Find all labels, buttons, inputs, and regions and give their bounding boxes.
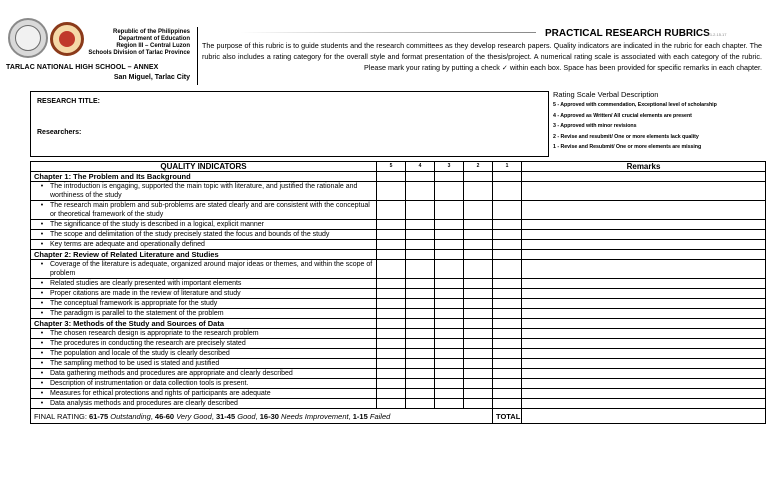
- score-checkbox-cell[interactable]: [406, 389, 435, 399]
- indicator-text: Coverage of the literature is adequate, organized around major ideas or themes, and within the scope of problem: [50, 261, 373, 277]
- indicator-text: The population and locale of the study is clearly described: [50, 350, 230, 357]
- final-desc: Failed: [369, 411, 391, 421]
- bullet-icon: •: [40, 280, 44, 287]
- score-cell: [435, 250, 464, 260]
- indicator-cell: [31, 389, 377, 399]
- remarks-cell[interactable]: [522, 289, 766, 299]
- table-header-row: [31, 162, 766, 172]
- score-checkbox-cell[interactable]: [493, 201, 522, 220]
- score-checkbox-cell[interactable]: [493, 182, 522, 201]
- score-cell: [377, 172, 406, 182]
- indicator-cell: [31, 339, 377, 349]
- score-checkbox-cell[interactable]: [406, 279, 435, 289]
- remarks-cell[interactable]: [522, 339, 766, 349]
- final-rating-label: FINAL RATING:: [34, 411, 87, 421]
- indicator-text: The scope and delimitation of the study precisely stated the focus and bounds of the study: [50, 231, 330, 238]
- score-cell: [406, 250, 435, 260]
- score-cell: [377, 319, 406, 329]
- remarks-cell[interactable]: [522, 399, 766, 409]
- score-checkbox-cell[interactable]: [377, 201, 406, 220]
- indicator-row: [31, 230, 766, 240]
- final-desc: Outstanding: [110, 411, 151, 421]
- remarks-cell[interactable]: [522, 309, 766, 319]
- bullet-icon: •: [40, 183, 44, 190]
- score-checkbox-cell[interactable]: [377, 182, 406, 201]
- rating-scale-item: 3 - Approved with minor revisions: [553, 123, 637, 129]
- remarks-cell[interactable]: [522, 299, 766, 309]
- indicator-row: [31, 182, 766, 201]
- agency-block: [88, 29, 190, 57]
- indicator-text: The procedures in conducting the research are precisely stated: [50, 340, 246, 347]
- score-checkbox-cell[interactable]: [435, 230, 464, 240]
- agency-line: Schools Division of Tarlac Province: [88, 50, 190, 56]
- remarks-header: Remarks: [522, 162, 766, 172]
- score-checkbox-cell[interactable]: [464, 399, 493, 409]
- score-checkbox-cell[interactable]: [493, 279, 522, 289]
- score-cell: [377, 250, 406, 260]
- indicator-text: Description of instrumentation or data collection tools is present.: [50, 380, 249, 387]
- score-checkbox-cell[interactable]: [406, 240, 435, 250]
- score-checkbox-cell[interactable]: [406, 230, 435, 240]
- score-checkbox-cell[interactable]: [406, 399, 435, 409]
- indicator-text: Data analysis methods and procedures are clearly described: [50, 400, 238, 407]
- indicator-row: [31, 220, 766, 230]
- score-checkbox-cell[interactable]: [493, 389, 522, 399]
- indicator-cell: [31, 399, 377, 409]
- chapter-row: [31, 250, 766, 260]
- score-checkbox-cell[interactable]: [493, 399, 522, 409]
- rating-scale-item: 4 - Approved as Written/ All crucial elements are present: [553, 112, 692, 119]
- score-checkbox-cell[interactable]: [435, 399, 464, 409]
- final-range: 61-75: [89, 411, 109, 421]
- score-cell: [435, 172, 464, 182]
- indicator-text: Proper citations are made in the review of literature and study: [50, 290, 241, 297]
- remarks-cell[interactable]: [522, 230, 766, 240]
- score-checkbox-cell[interactable]: [406, 309, 435, 319]
- research-info-box[interactable]: [30, 91, 549, 157]
- score-checkbox-cell[interactable]: [464, 201, 493, 220]
- score-checkbox-cell[interactable]: [377, 309, 406, 319]
- score-cell: [406, 319, 435, 329]
- indicator-row: [31, 329, 766, 339]
- score-checkbox-cell[interactable]: [493, 230, 522, 240]
- indicator-text: Key terms are adequate and operationally defined: [50, 241, 205, 248]
- final-rating-row: [31, 409, 766, 424]
- remarks-cell[interactable]: [522, 201, 766, 220]
- indicators-header: QUALITY INDICATORS: [31, 162, 377, 172]
- total-value-cell[interactable]: [522, 409, 766, 424]
- deped-seal-logo: [8, 18, 48, 58]
- remarks-cell[interactable]: [522, 260, 766, 279]
- indicator-text: The introduction is engaging, supported the main topic with literature, and justified the rationale and worthiness of the study: [50, 183, 358, 199]
- remarks-cell[interactable]: [522, 369, 766, 379]
- rating-scale-item: 5 - Approved with commendation, Exceptional level of scholarship: [553, 102, 717, 108]
- title-rule: [240, 32, 536, 33]
- bullet-icon: •: [40, 350, 44, 357]
- indicator-cell: [31, 329, 377, 339]
- score-checkbox-cell[interactable]: [493, 289, 522, 299]
- indicator-row: [31, 389, 766, 399]
- remarks-cell[interactable]: [522, 349, 766, 359]
- bullet-icon: •: [40, 360, 44, 367]
- research-title-label: RESEARCH TITLE:: [37, 98, 100, 105]
- final-rating-cell: FINAL RATING: 61-75 Outstanding, 46-60 Very Good, 31-45 Good, 16-30 Needs Improvement, 1-15 Failed: [31, 409, 493, 424]
- score-checkbox-cell[interactable]: [464, 230, 493, 240]
- score-cell: [493, 319, 522, 329]
- bullet-icon: •: [40, 380, 44, 387]
- indicator-row: [31, 289, 766, 299]
- score-checkbox-cell[interactable]: [377, 389, 406, 399]
- remarks-cell[interactable]: [522, 220, 766, 230]
- score-cell: [406, 172, 435, 182]
- score-checkbox-cell[interactable]: [377, 299, 406, 309]
- school-name: TARLAC NATIONAL HIGH SCHOOL – ANNEX: [6, 64, 159, 71]
- indicator-text: The chosen research design is appropriate to the research problem: [50, 330, 259, 337]
- remarks-cell[interactable]: [522, 379, 766, 389]
- agency-line: Department of Education: [118, 36, 190, 42]
- remarks-cell[interactable]: [522, 389, 766, 399]
- score-1-header: 1: [493, 162, 522, 172]
- indicator-text: The sampling method to be used is stated and justified: [50, 360, 220, 367]
- score-cell: [464, 172, 493, 182]
- score-checkbox-cell[interactable]: [435, 389, 464, 399]
- final-desc: Needs Improvement: [281, 411, 349, 421]
- score-checkbox-cell[interactable]: [435, 379, 464, 389]
- total-label: TOTAL: [493, 409, 522, 424]
- final-range: 46-60: [154, 411, 175, 421]
- score-checkbox-cell[interactable]: [377, 260, 406, 279]
- score-checkbox-cell[interactable]: [377, 279, 406, 289]
- indicator-cell: [31, 349, 377, 359]
- score-checkbox-cell[interactable]: [377, 240, 406, 250]
- indicator-cell: [31, 359, 377, 369]
- bullet-icon: •: [40, 340, 44, 347]
- indicator-row: [31, 379, 766, 389]
- score-checkbox-cell[interactable]: [377, 359, 406, 369]
- header-divider: [197, 27, 198, 85]
- score-checkbox-cell[interactable]: [464, 369, 493, 379]
- chapter-row: [31, 319, 766, 329]
- score-cell: [493, 250, 522, 260]
- score-checkbox-cell[interactable]: [377, 329, 406, 339]
- score-checkbox-cell[interactable]: [493, 339, 522, 349]
- score-checkbox-cell[interactable]: [435, 349, 464, 359]
- indicator-row: [31, 279, 766, 289]
- rating-scale-item: 2 - Revise and resubmit/ One or more elements lack quality: [553, 133, 699, 140]
- score-checkbox-cell[interactable]: [435, 201, 464, 220]
- score-checkbox-cell[interactable]: [406, 359, 435, 369]
- score-checkbox-cell[interactable]: [435, 339, 464, 349]
- score-checkbox-cell[interactable]: [435, 279, 464, 289]
- score-checkbox-cell[interactable]: [406, 220, 435, 230]
- remarks-cell: [522, 172, 766, 182]
- indicator-cell: [31, 201, 377, 220]
- score-checkbox-cell[interactable]: [406, 201, 435, 220]
- document-header: [0, 0, 768, 88]
- score-checkbox-cell[interactable]: [464, 389, 493, 399]
- score-checkbox-cell[interactable]: [493, 260, 522, 279]
- score-checkbox-cell[interactable]: [493, 379, 522, 389]
- agency-line: Region III – Central Luzon: [116, 43, 190, 49]
- score-checkbox-cell[interactable]: [406, 349, 435, 359]
- score-cell: [435, 319, 464, 329]
- final-range: 31-45: [215, 411, 236, 421]
- rating-scale-item: 1 - Revise and Resubmit/ One or more elements are missing: [553, 144, 702, 150]
- remarks-cell[interactable]: [522, 359, 766, 369]
- score-checkbox-cell[interactable]: [435, 359, 464, 369]
- indicator-row: [31, 299, 766, 309]
- indicator-cell: [31, 369, 377, 379]
- remarks-cell[interactable]: [522, 182, 766, 201]
- score-checkbox-cell[interactable]: [377, 369, 406, 379]
- score-checkbox-cell[interactable]: [493, 369, 522, 379]
- indicator-row: [31, 309, 766, 319]
- bullet-icon: •: [40, 202, 44, 209]
- score-checkbox-cell[interactable]: [377, 289, 406, 299]
- score-checkbox-cell[interactable]: [493, 220, 522, 230]
- score-3-header: 3: [435, 162, 464, 172]
- bullet-icon: •: [40, 370, 44, 377]
- score-checkbox-cell[interactable]: [464, 339, 493, 349]
- agency-line: Republic of the Philippines: [112, 29, 190, 35]
- score-checkbox-cell[interactable]: [464, 309, 493, 319]
- score-checkbox-cell[interactable]: [464, 329, 493, 339]
- indicator-text: The research main problem and sub-problems are stated clearly and are consistent with the conceptual or theoretical framework of the study: [50, 202, 370, 218]
- rating-scale-legend: [553, 90, 765, 153]
- indicator-row: [31, 201, 766, 220]
- bullet-icon: •: [40, 231, 44, 238]
- score-checkbox-cell[interactable]: [464, 240, 493, 250]
- score-checkbox-cell[interactable]: [406, 289, 435, 299]
- indicator-row: [31, 240, 766, 250]
- indicator-cell: [31, 279, 377, 289]
- score-checkbox-cell[interactable]: [406, 329, 435, 339]
- rating-scale-title: Rating Scale Verbal Description: [553, 90, 659, 99]
- score-4-header: 4: [406, 162, 435, 172]
- purpose-paragraph: The purpose of this rubric is to guide students and the research committees as they develop research papers. Quality indicators are indicated in the rubric for each chapter. The rubric also includes a rating category for the overall style and format presentation of the thesis/project. A numerical rating scale is associated with each category of the rubric. Please mark your rating by putting a check ✓ within each box. Space has been provided for specific remarks in each chapter.: [202, 41, 762, 72]
- score-checkbox-cell[interactable]: [435, 369, 464, 379]
- indicator-cell: [31, 260, 377, 279]
- indicator-row: [31, 349, 766, 359]
- score-checkbox-cell[interactable]: [435, 182, 464, 201]
- bullet-icon: •: [40, 330, 44, 337]
- score-checkbox-cell[interactable]: [464, 299, 493, 309]
- remarks-cell: [522, 250, 766, 260]
- indicator-cell: [31, 220, 377, 230]
- remarks-cell[interactable]: [522, 279, 766, 289]
- indicator-text: The conceptual framework is appropriate for the study: [50, 300, 218, 307]
- bullet-icon: •: [40, 310, 44, 317]
- indicator-cell: [31, 240, 377, 250]
- indicator-text: Measures for ethical protections and rights of participants are adequate: [50, 390, 271, 397]
- chapter-row: [31, 172, 766, 182]
- score-checkbox-cell[interactable]: [493, 349, 522, 359]
- score-checkbox-cell[interactable]: [464, 260, 493, 279]
- score-checkbox-cell[interactable]: [406, 260, 435, 279]
- indicator-row: [31, 369, 766, 379]
- score-checkbox-cell[interactable]: [435, 329, 464, 339]
- score-checkbox-cell[interactable]: [435, 309, 464, 319]
- score-checkbox-cell[interactable]: [377, 230, 406, 240]
- indicator-cell: [31, 299, 377, 309]
- score-5-header: 5: [377, 162, 406, 172]
- indicator-cell: [31, 230, 377, 240]
- score-cell: [493, 172, 522, 182]
- bullet-icon: •: [40, 400, 44, 407]
- bullet-icon: •: [40, 300, 44, 307]
- score-checkbox-cell[interactable]: [493, 309, 522, 319]
- score-checkbox-cell[interactable]: [435, 289, 464, 299]
- score-checkbox-cell[interactable]: [377, 220, 406, 230]
- indicator-row: [31, 260, 766, 279]
- indicator-text: The significance of the study is described in a logical, explicit manner: [50, 221, 264, 228]
- indicator-text: The paradigm is parallel to the statement of the problem: [50, 310, 224, 317]
- score-checkbox-cell[interactable]: [464, 379, 493, 389]
- score-checkbox-cell[interactable]: [406, 299, 435, 309]
- score-checkbox-cell[interactable]: [493, 359, 522, 369]
- indicator-cell: [31, 182, 377, 201]
- score-checkbox-cell[interactable]: [377, 339, 406, 349]
- score-checkbox-cell[interactable]: [435, 299, 464, 309]
- bullet-icon: •: [40, 261, 44, 268]
- score-2-header: 2: [464, 162, 493, 172]
- score-checkbox-cell[interactable]: [377, 349, 406, 359]
- score-checkbox-cell[interactable]: [464, 220, 493, 230]
- score-checkbox-cell[interactable]: [493, 299, 522, 309]
- chapter-title: Chapter 1: The Problem and Its Background: [31, 172, 377, 182]
- score-checkbox-cell[interactable]: [406, 379, 435, 389]
- chapter-title: Chapter 3: Methods of the Study and Sources of Data: [31, 319, 377, 329]
- score-checkbox-cell[interactable]: [435, 240, 464, 250]
- indicator-text: Related studies are clearly presented with important elements: [50, 280, 242, 287]
- final-range: 1-15: [352, 411, 368, 421]
- indicator-row: [31, 359, 766, 369]
- bullet-icon: •: [40, 290, 44, 297]
- indicator-cell: [31, 289, 377, 299]
- score-checkbox-cell[interactable]: [493, 329, 522, 339]
- remarks-cell[interactable]: [522, 240, 766, 250]
- rubric-table: [30, 161, 766, 424]
- indicator-row: [31, 399, 766, 409]
- score-checkbox-cell[interactable]: [377, 379, 406, 389]
- score-checkbox-cell[interactable]: [377, 399, 406, 409]
- score-checkbox-cell[interactable]: [493, 240, 522, 250]
- indicator-row: [31, 339, 766, 349]
- score-checkbox-cell[interactable]: [464, 349, 493, 359]
- indicator-text: Data gathering methods and procedures are appropriate and clearly described: [50, 370, 293, 377]
- indicator-cell: [31, 379, 377, 389]
- school-address: San Miguel, Tarlac City: [113, 74, 190, 81]
- score-checkbox-cell[interactable]: [464, 279, 493, 289]
- score-checkbox-cell[interactable]: [406, 182, 435, 201]
- bullet-icon: •: [40, 390, 44, 397]
- score-checkbox-cell[interactable]: [435, 260, 464, 279]
- school-seal-logo: [50, 22, 84, 56]
- bullet-icon: •: [40, 221, 44, 228]
- bullet-icon: •: [40, 241, 44, 248]
- remarks-cell[interactable]: [522, 329, 766, 339]
- score-cell: [464, 250, 493, 260]
- researchers-label: Researchers:: [37, 129, 82, 136]
- score-checkbox-cell[interactable]: [464, 182, 493, 201]
- score-checkbox-cell[interactable]: [464, 359, 493, 369]
- chapter-title: Chapter 2: Review of Related Literature and Studies: [31, 250, 377, 260]
- indicator-cell: [31, 309, 377, 319]
- score-checkbox-cell[interactable]: [435, 220, 464, 230]
- final-range: 16-30: [259, 411, 279, 421]
- score-checkbox-cell[interactable]: [464, 289, 493, 299]
- score-checkbox-cell[interactable]: [406, 339, 435, 349]
- final-desc: Very Good: [176, 411, 212, 421]
- document-title: PRACTICAL RESEARCH RUBRICS: [545, 28, 710, 39]
- remarks-cell: [522, 319, 766, 329]
- final-desc: Good: [237, 411, 256, 421]
- score-cell: [464, 319, 493, 329]
- score-checkbox-cell[interactable]: [406, 369, 435, 379]
- document-code: v.1.2.15.17: [707, 32, 727, 37]
